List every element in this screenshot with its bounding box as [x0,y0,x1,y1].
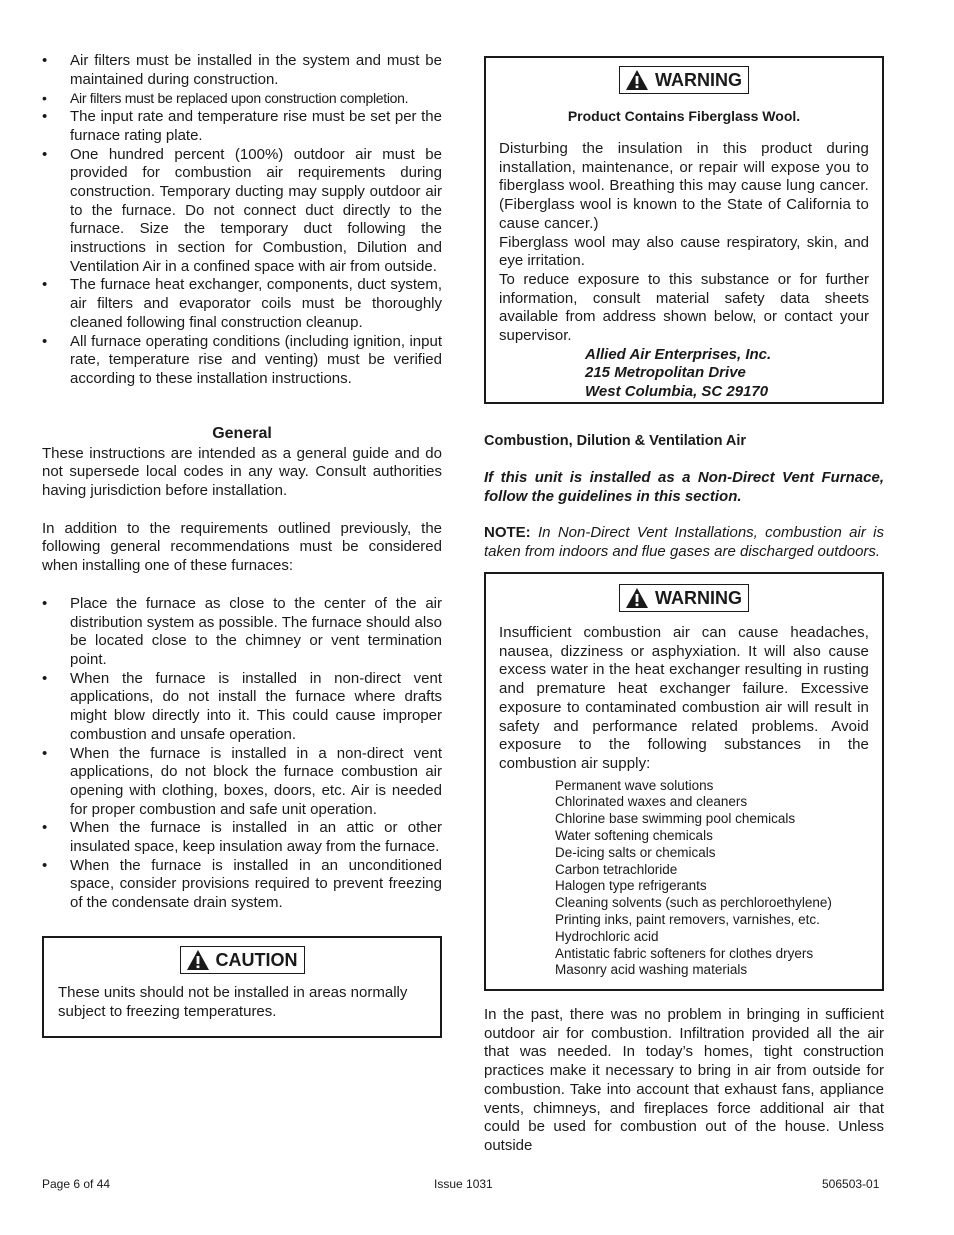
list-item: Masonry acid washing materials [555,962,748,978]
list-item: • Air filters must be installed in the system and must be maintained during construction. [42,52,442,89]
general-heading: General [212,424,272,442]
general-paragraph: In addition to the requirements outlined previously, the following general recommendations must be considered when installing one of these furnaces: [42,519,442,575]
note-label: NOTE: [484,524,531,542]
list-item: • When the furnace is installed in non-direct vent applications, do not install the furnace where drafts might blow directly into it. This could cause improper combustion and unsafe operation. [42,670,442,745]
list-item: • One hundred percent (100%) outdoor air must be provided for combustion air requirements during construction. Temporary ducting may supply outdoor air to the furnace. Do not connect duct directly to the furnace. Size the temporary duct following the instructions in section for Combustion, Dilution and Ventilation Air in a confined space with air from outside. [42,146,442,277]
list-item: Carbon tetrachloride [555,861,678,877]
list-item: Hydrochloric acid [555,928,659,944]
address-line: West Columbia, SC 29170 [585,383,769,401]
list-item: • The furnace heat exchanger, components, duct system, air filters and evaporator coils must be thoroughly cleaned following final construction cleanup. [42,276,442,332]
address-line: Allied Air Enterprises, Inc. [585,345,772,363]
footer-doc-number: 506503-01 [822,1177,880,1191]
warning-badge [619,584,749,612]
list-item: • When the furnace is installed in a non-direct vent applications, do not block the furnace combustion air opening with clothing, boxes, doors, etc. Air is needed for proper combustion and safe unit operation. [42,745,442,820]
section-heading: Combustion, Dilution & Ventilation Air [484,433,747,449]
note-text: In Non-Direct Vent Installations, combustion air is taken from indoors and flue gases are discharged outdoors. [484,524,884,561]
list-item: • All furnace operating conditions (including ignition, input rate, temperature rise and venting) must be verified according to these installation instructions. [42,333,442,389]
footer-issue: Issue 1031 [434,1177,493,1191]
list-item: Antistatic fabric softeners for clothes dryers [555,945,814,961]
list-item: • When the furnace is installed in an unconditioned space, consider provisions required to prevent freezing of the condensate drain system. [42,857,442,913]
list-item: Water softening chemicals [555,828,713,844]
footer-page-number: Page 6 of 44 [42,1177,111,1191]
left-column [42,52,442,913]
warning-badge [619,66,749,94]
substance-list [555,778,869,980]
list-item: • When the furnace is installed in an attic or other insulated space, keep insulation away from the furnace. [42,819,442,856]
caution-box [42,936,442,1038]
general-bullet-list [42,595,442,913]
list-item: • Place the furnace as close to the center of the air distribution system as possible. The furnace should also be located close to the chimney or vent termination point. [42,595,442,670]
warning-box-combustion-air [484,572,884,991]
warning-paragraph: To reduce exposure to this substance or for further information, consult material safety data sheets available from address shown below, or contact your supervisor. [499,270,869,345]
list-item: Chlorine base swimming pool chemicals [555,811,796,827]
caution-badge [180,946,305,974]
list-item: Chlorinated waxes and cleaners [555,794,748,810]
warning-title: Product Contains Fiberglass Wool. [567,108,801,124]
list-item: Printing inks, paint removers, varnishes, etc. [555,912,820,927]
warning-label: WARNING [655,588,742,608]
list-item: Cleaning solvents (such as perchloroethylene) [555,895,832,911]
note-paragraph [484,524,884,561]
top-bullet-list [42,52,442,389]
section-intro: If this unit is installed as a Non-Direct Vent Furnace, follow the guidelines in this section. [484,469,884,505]
warning-triangle-icon [186,949,210,971]
caution-label: CAUTION [215,950,298,970]
caution-text: These units should not be installed in areas normally subject to freezing temperatures. [58,984,408,1020]
list-item: • Air filters must be replaced upon construction completion. [42,89,442,108]
warning-paragraph: Disturbing the insulation in this product during installation, maintenance, or repair will expose you to fiberglass wool. Breathing this may cause lung cancer. (Fiberglass wool is known to the State of California to cause cancer.) [499,140,869,232]
warning-triangle-icon [625,587,649,609]
warning-label: WARNING [655,70,742,90]
list-item: Permanent wave solutions [555,777,714,793]
warning-paragraph: Fiberglass wool may also cause respiratory, skin, and eye irritation. [499,233,869,270]
list-item: • The input rate and temperature rise must be set per the furnace rating plate. [42,108,442,145]
warning-paragraph: Insufficient combustion air can cause headaches, nausea, dizziness or asphyxiation. It will also cause excess water in the heat exchanger resulting in rusting and premature heat exchanger failure. Excessive exposure to contaminated combustion air will result in safety and performance related problems. Avoid exposure to the following substances in the combustion air supply: [499,624,869,772]
warning-box-fiberglass [484,56,884,404]
closing-paragraph: In the past, there was no problem in bringing in sufficient outdoor air for combustion. Infiltration provided all the air that was needed. In today’s homes, tight construction practices make it necessary to bring in air from outside for combustion. Take into account that exhaust fans, appliance vents, chimneys, and fireplaces force additional air that could be used for combustion out of the house. Unless outside [484,1006,884,1154]
address-line: 215 Metropolitan Drive [585,364,746,382]
combustion-section [484,432,884,562]
list-item: De-icing salts or chemicals [555,844,716,860]
list-item: Halogen type refrigerants [555,878,707,894]
warning-triangle-icon [625,69,649,91]
general-paragraph: These instructions are intended as a general guide and do not supersede local codes in any way. Consult authorities having jurisdiction before installation. [42,444,442,500]
